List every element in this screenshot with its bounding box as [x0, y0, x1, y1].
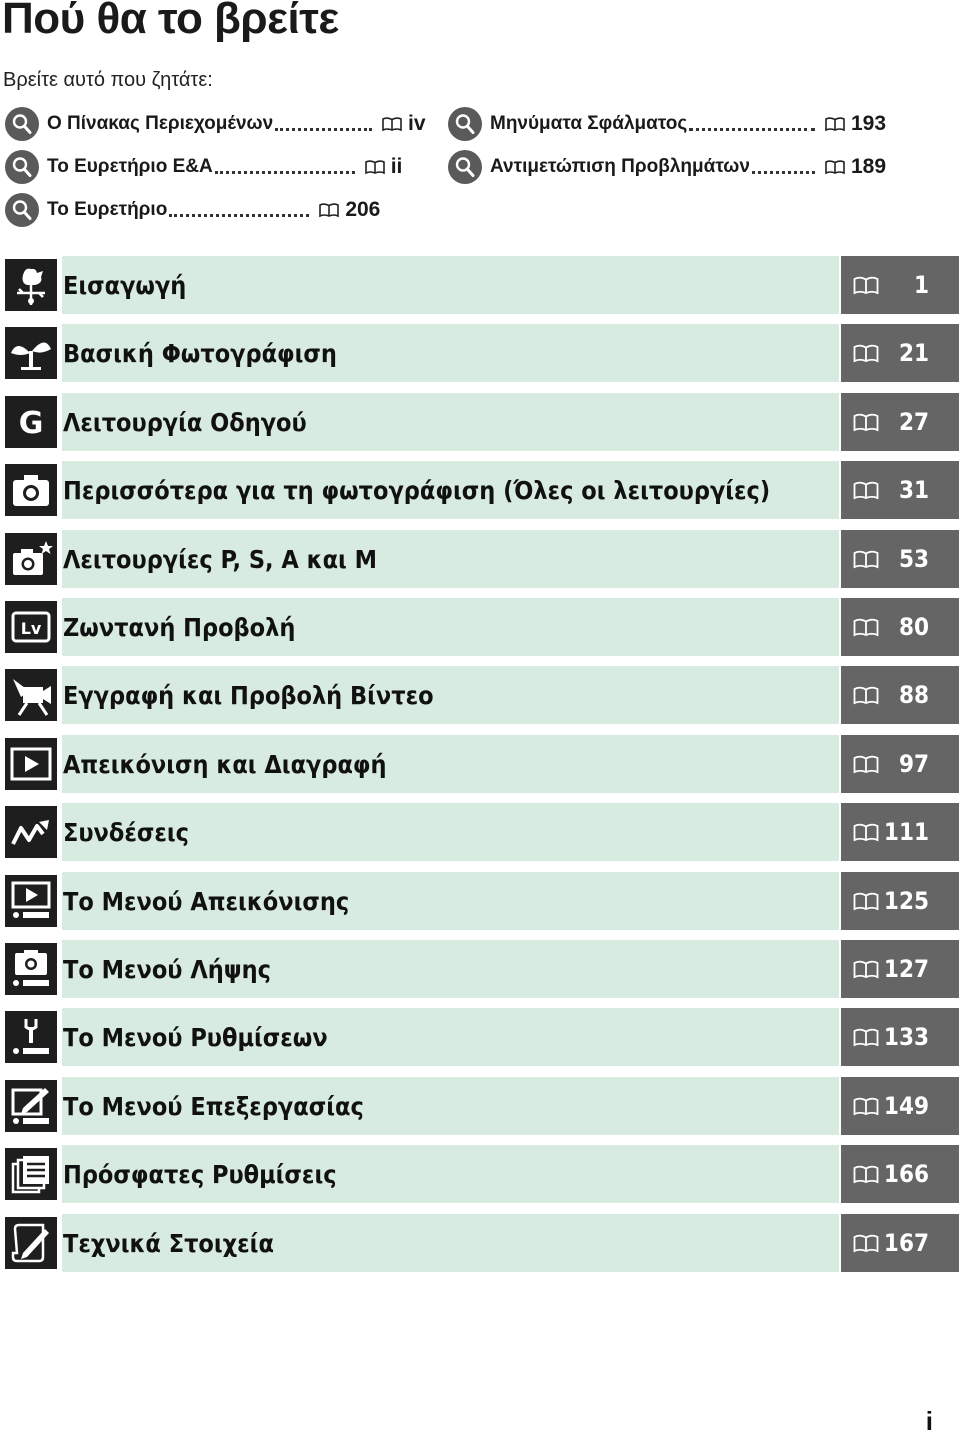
svg-text:Lv: Lv — [20, 619, 42, 638]
chapter-page-box — [841, 735, 959, 793]
chapter-page-number: 1 — [913, 271, 929, 299]
quick-link-index[interactable] — [5, 188, 448, 231]
movie-camera-icon — [5, 669, 57, 721]
book-icon — [853, 685, 879, 705]
quick-link-label: Μηνύματα Σφάλματος — [490, 112, 688, 134]
chapter-page-box — [841, 1145, 959, 1203]
chapter-bar — [62, 393, 839, 451]
chapter-title: Εισαγωγή — [63, 270, 187, 300]
chapter-page-number: 27 — [898, 408, 929, 436]
chapter-bar — [62, 803, 839, 861]
quick-link-contents[interactable] — [5, 102, 448, 145]
chapter-page-box — [841, 530, 959, 588]
chapter-bar — [62, 1008, 839, 1066]
chapter-bar — [62, 1077, 839, 1135]
magnifier-icon — [5, 150, 39, 184]
page-subtitle: Βρείτε αυτό που ζητάτε: — [3, 69, 213, 91]
svg-text:G: G — [18, 406, 44, 441]
chapter-page-box — [841, 461, 959, 519]
chapter-page-number: 97 — [898, 750, 929, 778]
quick-link-qa-index[interactable] — [5, 145, 448, 188]
quick-link-label: Το Ευρετήριο Ε&Α — [47, 155, 213, 177]
chapter-row[interactable] — [5, 1008, 959, 1066]
playback-icon — [5, 738, 57, 790]
quick-link-troubleshooting[interactable] — [448, 145, 891, 188]
quick-link-label: Ο Πίνακας Περιεχομένων — [47, 112, 274, 134]
chapter-page-number: 21 — [898, 339, 929, 367]
chapter-page-box — [841, 598, 959, 656]
chapter-page-box — [841, 940, 959, 998]
chapter-title: Το Μενού Επεξεργασίας — [63, 1091, 364, 1121]
chapter-page-box — [841, 803, 959, 861]
chapter-title: Λειτουργίες P, S, A και M — [63, 544, 378, 574]
chapter-page-number: 167 — [883, 1229, 929, 1257]
chapter-row[interactable] — [5, 872, 959, 930]
chapter-page-box — [841, 1008, 959, 1066]
chapter-bar — [62, 940, 839, 998]
book-icon — [365, 159, 385, 175]
quick-link-error-messages[interactable] — [448, 102, 891, 145]
chapter-bar — [62, 1214, 839, 1272]
leader-dots — [215, 169, 355, 174]
chapter-page-box — [841, 256, 959, 314]
retouch-menu-icon — [5, 1080, 57, 1132]
chapter-row[interactable] — [5, 1077, 959, 1135]
chapter-row[interactable] — [5, 256, 959, 314]
chapter-row[interactable] — [5, 530, 959, 588]
chapter-page-number: 125 — [883, 887, 929, 915]
guide-g-icon — [5, 396, 57, 448]
book-icon — [853, 343, 879, 363]
chapter-page-number: 127 — [883, 955, 929, 983]
book-icon — [319, 202, 339, 218]
book-icon — [853, 1096, 879, 1116]
technical-notes-icon — [5, 1217, 57, 1269]
leader-dots — [752, 169, 815, 174]
book-icon — [853, 275, 879, 295]
magnifier-icon — [448, 107, 482, 141]
chapter-title: Απεικόνιση και Διαγραφή — [63, 749, 387, 779]
chapter-row[interactable] — [5, 461, 959, 519]
setup-menu-icon — [5, 1011, 57, 1063]
chapter-title: Το Μενού Λήψης — [63, 954, 271, 984]
chapter-page-box — [841, 872, 959, 930]
chapter-bar — [62, 666, 839, 724]
chapter-bar — [62, 735, 839, 793]
chapter-page-box — [841, 666, 959, 724]
chapter-title: Το Μενού Ρυθμίσεων — [63, 1022, 328, 1052]
leader-dots — [169, 212, 309, 217]
weathervane-icon — [5, 259, 57, 311]
quick-link-label: Αντιμετώπιση Προβλημάτων — [490, 155, 750, 177]
chapter-title: Ζωντανή Προβολή — [63, 612, 296, 642]
chapter-bar — [62, 256, 839, 314]
chapter-title: Πρόσφατες Ρυθμίσεις — [63, 1159, 337, 1189]
book-icon — [853, 891, 879, 911]
chapter-title: Τεχνικά Στοιχεία — [63, 1228, 274, 1258]
leader-dots — [275, 126, 372, 131]
chapter-page-box — [841, 324, 959, 382]
playback-menu-icon — [5, 875, 57, 927]
chapter-row[interactable] — [5, 666, 959, 724]
quick-link-label: Το Ευρετήριο — [47, 198, 168, 220]
chapter-row[interactable] — [5, 324, 959, 382]
quick-link-page: iv — [408, 111, 426, 135]
quick-link-page: ii — [390, 154, 403, 178]
chapter-title: Συνδέσεις — [63, 817, 189, 847]
chapter-bar — [62, 1145, 839, 1203]
book-icon — [853, 549, 879, 569]
book-icon — [853, 412, 879, 432]
quick-link-page: 206 — [345, 197, 381, 221]
page-number: i — [925, 1406, 933, 1436]
page-title: Πού θα το βρείτε — [2, 0, 339, 43]
book-icon — [853, 822, 879, 842]
chapter-title: Εγγραφή και Προβολή Βίντεο — [63, 680, 434, 710]
chapter-page-box — [841, 393, 959, 451]
live-view-icon — [5, 601, 57, 653]
camera-icon — [5, 464, 57, 516]
chapter-row[interactable] — [5, 1145, 959, 1203]
chapter-page-box — [841, 1077, 959, 1135]
book-icon — [382, 116, 402, 132]
recent-settings-icon — [5, 1148, 57, 1200]
book-icon — [825, 116, 845, 132]
connection-icon — [5, 806, 57, 858]
chapter-bar — [62, 324, 839, 382]
leader-dots — [689, 126, 815, 131]
chapter-page-number: 88 — [898, 681, 929, 709]
camera-star-icon — [5, 533, 57, 585]
book-icon — [853, 1027, 879, 1047]
book-icon — [853, 754, 879, 774]
chapter-title: Λειτουργία Οδηγού — [63, 407, 307, 437]
magnifier-icon — [5, 193, 39, 227]
chapter-title: Περισσότερα για τη φωτογράφιση (Όλες οι λειτουργίες) — [63, 475, 771, 505]
chapter-page-box — [841, 1214, 959, 1272]
book-icon — [853, 1233, 879, 1253]
chapter-row[interactable] — [5, 598, 959, 656]
chapter-row[interactable] — [5, 393, 959, 451]
chapter-bar — [62, 872, 839, 930]
quick-links — [5, 102, 905, 230]
chapter-row[interactable] — [5, 940, 959, 998]
book-icon — [853, 1164, 879, 1184]
chapter-page-number: 166 — [883, 1160, 929, 1188]
chapter-row[interactable] — [5, 803, 959, 861]
chapter-bar — [62, 598, 839, 656]
book-icon — [825, 159, 845, 175]
chapter-bar — [62, 461, 839, 519]
book-icon — [853, 959, 879, 979]
chapter-row[interactable] — [5, 1214, 959, 1272]
book-icon — [853, 480, 879, 500]
chapter-bar — [62, 530, 839, 588]
chapter-page-number: 80 — [898, 613, 929, 641]
sprout-icon — [5, 327, 57, 379]
chapter-title: Βασική Φωτογράφιση — [63, 338, 337, 368]
chapter-page-number: 149 — [883, 1092, 929, 1120]
chapter-page-number: 133 — [883, 1023, 929, 1051]
shooting-menu-icon — [5, 943, 57, 995]
quick-link-page: 193 — [851, 111, 887, 135]
chapter-page-number: 111 — [883, 818, 929, 846]
chapter-page-number: 53 — [898, 545, 929, 573]
magnifier-icon — [448, 150, 482, 184]
chapter-page-number: 31 — [898, 476, 929, 504]
book-icon — [853, 617, 879, 637]
quick-link-page: 189 — [851, 154, 887, 178]
magnifier-icon — [5, 107, 39, 141]
chapter-title: Το Μενού Απεικόνισης — [63, 886, 350, 916]
chapter-row[interactable] — [5, 735, 959, 793]
